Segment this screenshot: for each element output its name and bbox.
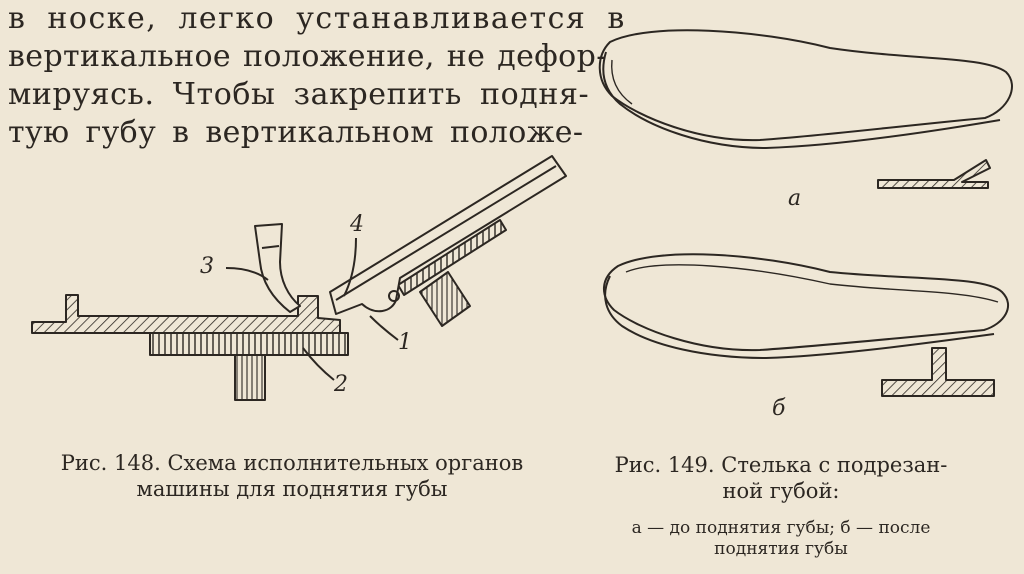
figure-149-legend: [566, 518, 996, 560]
insole-a: [600, 30, 1012, 188]
callout-4: 4: [350, 212, 364, 237]
body-line-3: мируясь. Чтобы закрепить подня-: [8, 77, 590, 112]
machine-diagram: [32, 156, 566, 400]
panel-label-b: б: [772, 396, 786, 421]
insole-b: [604, 254, 1008, 396]
section-b: [882, 348, 994, 396]
figure-149-legend-line-1: а — до поднятия губы; б — после: [631, 518, 931, 538]
panel-label-a: а: [788, 186, 802, 211]
figure-149-legend-line-2: поднятия губы: [714, 539, 848, 559]
callout-3: 3: [200, 254, 214, 279]
callout-2: 2: [334, 372, 348, 397]
disc: [150, 333, 348, 355]
body-line-4: тую губу в вертикальном положе-: [8, 115, 584, 150]
figure-148-caption: [18, 450, 566, 502]
callout-1: 1: [398, 330, 412, 355]
body-line-1: в носке, легко устанавливается в: [8, 1, 626, 36]
figure-148-caption-line-2: машины для поднятия губы: [136, 477, 448, 501]
figure-149-caption-line-2: ной губой:: [722, 479, 840, 503]
lower-shaft: [235, 355, 265, 400]
finger-part-3: [255, 224, 300, 312]
figure-149-caption-line-1: Рис. 149. Стелька с подрезан-: [614, 453, 948, 477]
section-a: [878, 160, 990, 188]
figure-149-caption: [566, 452, 996, 504]
body-line-2: вертикальное положение, не дефор-: [8, 39, 607, 74]
figure-148-caption-line-1: Рис. 148. Схема исполнительных органов: [60, 451, 524, 475]
leader-1: [370, 316, 398, 340]
